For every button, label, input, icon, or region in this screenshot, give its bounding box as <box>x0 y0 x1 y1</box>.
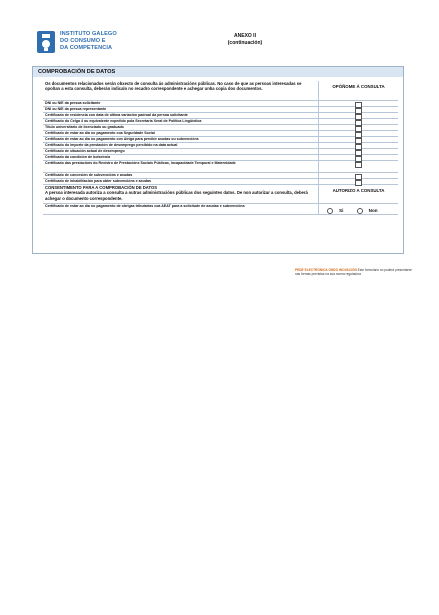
authorize-header-label: AUTORIZO A CONSULTA <box>332 188 385 193</box>
radio-no[interactable] <box>357 208 363 214</box>
intro-row <box>43 81 398 101</box>
igc-logo <box>36 30 136 58</box>
radio-yes[interactable] <box>327 208 333 214</box>
no-option[interactable] <box>357 208 384 214</box>
oppose-cell <box>318 155 398 160</box>
no-label: Non <box>368 208 378 214</box>
oppose-cell <box>318 101 398 106</box>
oppose-header-label: OPÓÑOME Á CONSULTA <box>332 84 385 89</box>
oppose-cell <box>318 125 398 130</box>
document-label: Certificado de estar ao día no pagamento coa Seguridade Social <box>45 131 155 135</box>
document-row <box>43 161 398 173</box>
data-check-form <box>32 66 404 254</box>
document-label: Certificado das prestacións do Rexistro de Prestacións Sociais Públicas, Incapacidade Temporal e Maternidade <box>45 161 236 165</box>
oppose-cell <box>318 113 398 118</box>
annex-heading <box>200 33 290 47</box>
oppose-cell <box>318 173 398 178</box>
documents-table <box>43 81 398 215</box>
aeat-row <box>43 204 398 215</box>
footer-brand: PEDE ELECTRÓNICA <box>295 268 328 272</box>
org-name-line1: INSTITUTO GALEGO <box>60 31 117 37</box>
footer-brand-2: ONDO INOVACIÓN <box>328 268 357 272</box>
oppose-checkbox[interactable] <box>355 162 362 168</box>
oppose-cell <box>318 137 398 142</box>
intro-text: Os documentos relacionados serán obxecto de consulta ás administracións públicas. No caso de que as persoas interesadas se opoñan a esta consulta, deberán indicalo no recadro correspondente e achegar unha copia dos documentos. <box>45 81 302 92</box>
footer-note <box>295 268 415 276</box>
oppose-cell <box>318 149 398 154</box>
document-label: Título universitario de licenciado ou graduado <box>45 125 124 129</box>
oppose-cell <box>318 179 398 184</box>
oppose-cell <box>318 107 398 112</box>
document-label: Certificado do importe da prestación de desemprego percibido na data actual <box>45 143 178 147</box>
document-label: Certificado de estar ao día no pagamento con Atriga para percibir axudas ou subvencións <box>45 137 199 141</box>
oppose-cell <box>318 119 398 124</box>
document-label: Certificado do Celga 4 ou equivalente expedido pola Secretaría Xeral de Política Lingüística <box>45 119 202 123</box>
document-label: Certificado de inhabilitación para obter subvencións e axudas <box>45 179 152 183</box>
yes-option[interactable] <box>327 208 349 214</box>
section-title: COMPROBACIÓN DE DATOS <box>33 67 403 77</box>
document-label: Certificado de concesión de subvencións e axudas <box>45 173 133 177</box>
annex-subtitle: (continuación) <box>227 40 263 46</box>
oppose-cell <box>318 143 398 148</box>
annex-title: ANEXO II <box>234 33 256 39</box>
aeat-options <box>318 204 398 214</box>
consent-text: A persoa interesada autoriza a consulta a outras administracións públicas dos seguintes datos. De non autorizar a consulta, deberá achegar o documento correspondente. <box>45 190 308 201</box>
consent-row <box>43 185 398 204</box>
oppose-column-header <box>318 81 398 100</box>
org-name-line3: DA COMPETENCIA <box>60 45 113 51</box>
oppose-cell <box>318 131 398 136</box>
document-label: Certificado de situación actual de desemprego <box>45 149 125 153</box>
consent-title: CONSENTIMENTO PARA A COMPROBACIÓN DE DATOS <box>45 185 158 190</box>
aeat-doc-label: Certificado de estar ao día no pagamento de obrigas tributarias coa AEAT para a solicitude de axudas e subvencións <box>45 204 245 208</box>
document-label: DNI ou NIE da persoa representante <box>45 107 107 111</box>
oppose-cell <box>318 161 398 172</box>
footer-text: Este formulario só poderá presentarse nas formas previstas na súa norma reguladora <box>295 268 412 276</box>
document-label: Certificado da condición de bolseiro/a <box>45 155 111 159</box>
coat-of-arms-icon <box>36 30 56 54</box>
document-label: DNI ou NIE da persoa solicitante <box>45 101 101 105</box>
authorize-column-header <box>318 185 398 203</box>
yes-label: Si <box>339 208 344 214</box>
document-label: Certificado de residencia con data de última variación padroal da persoa solicitante <box>45 113 188 117</box>
org-name-line2: DO CONSUMO E <box>60 38 106 44</box>
